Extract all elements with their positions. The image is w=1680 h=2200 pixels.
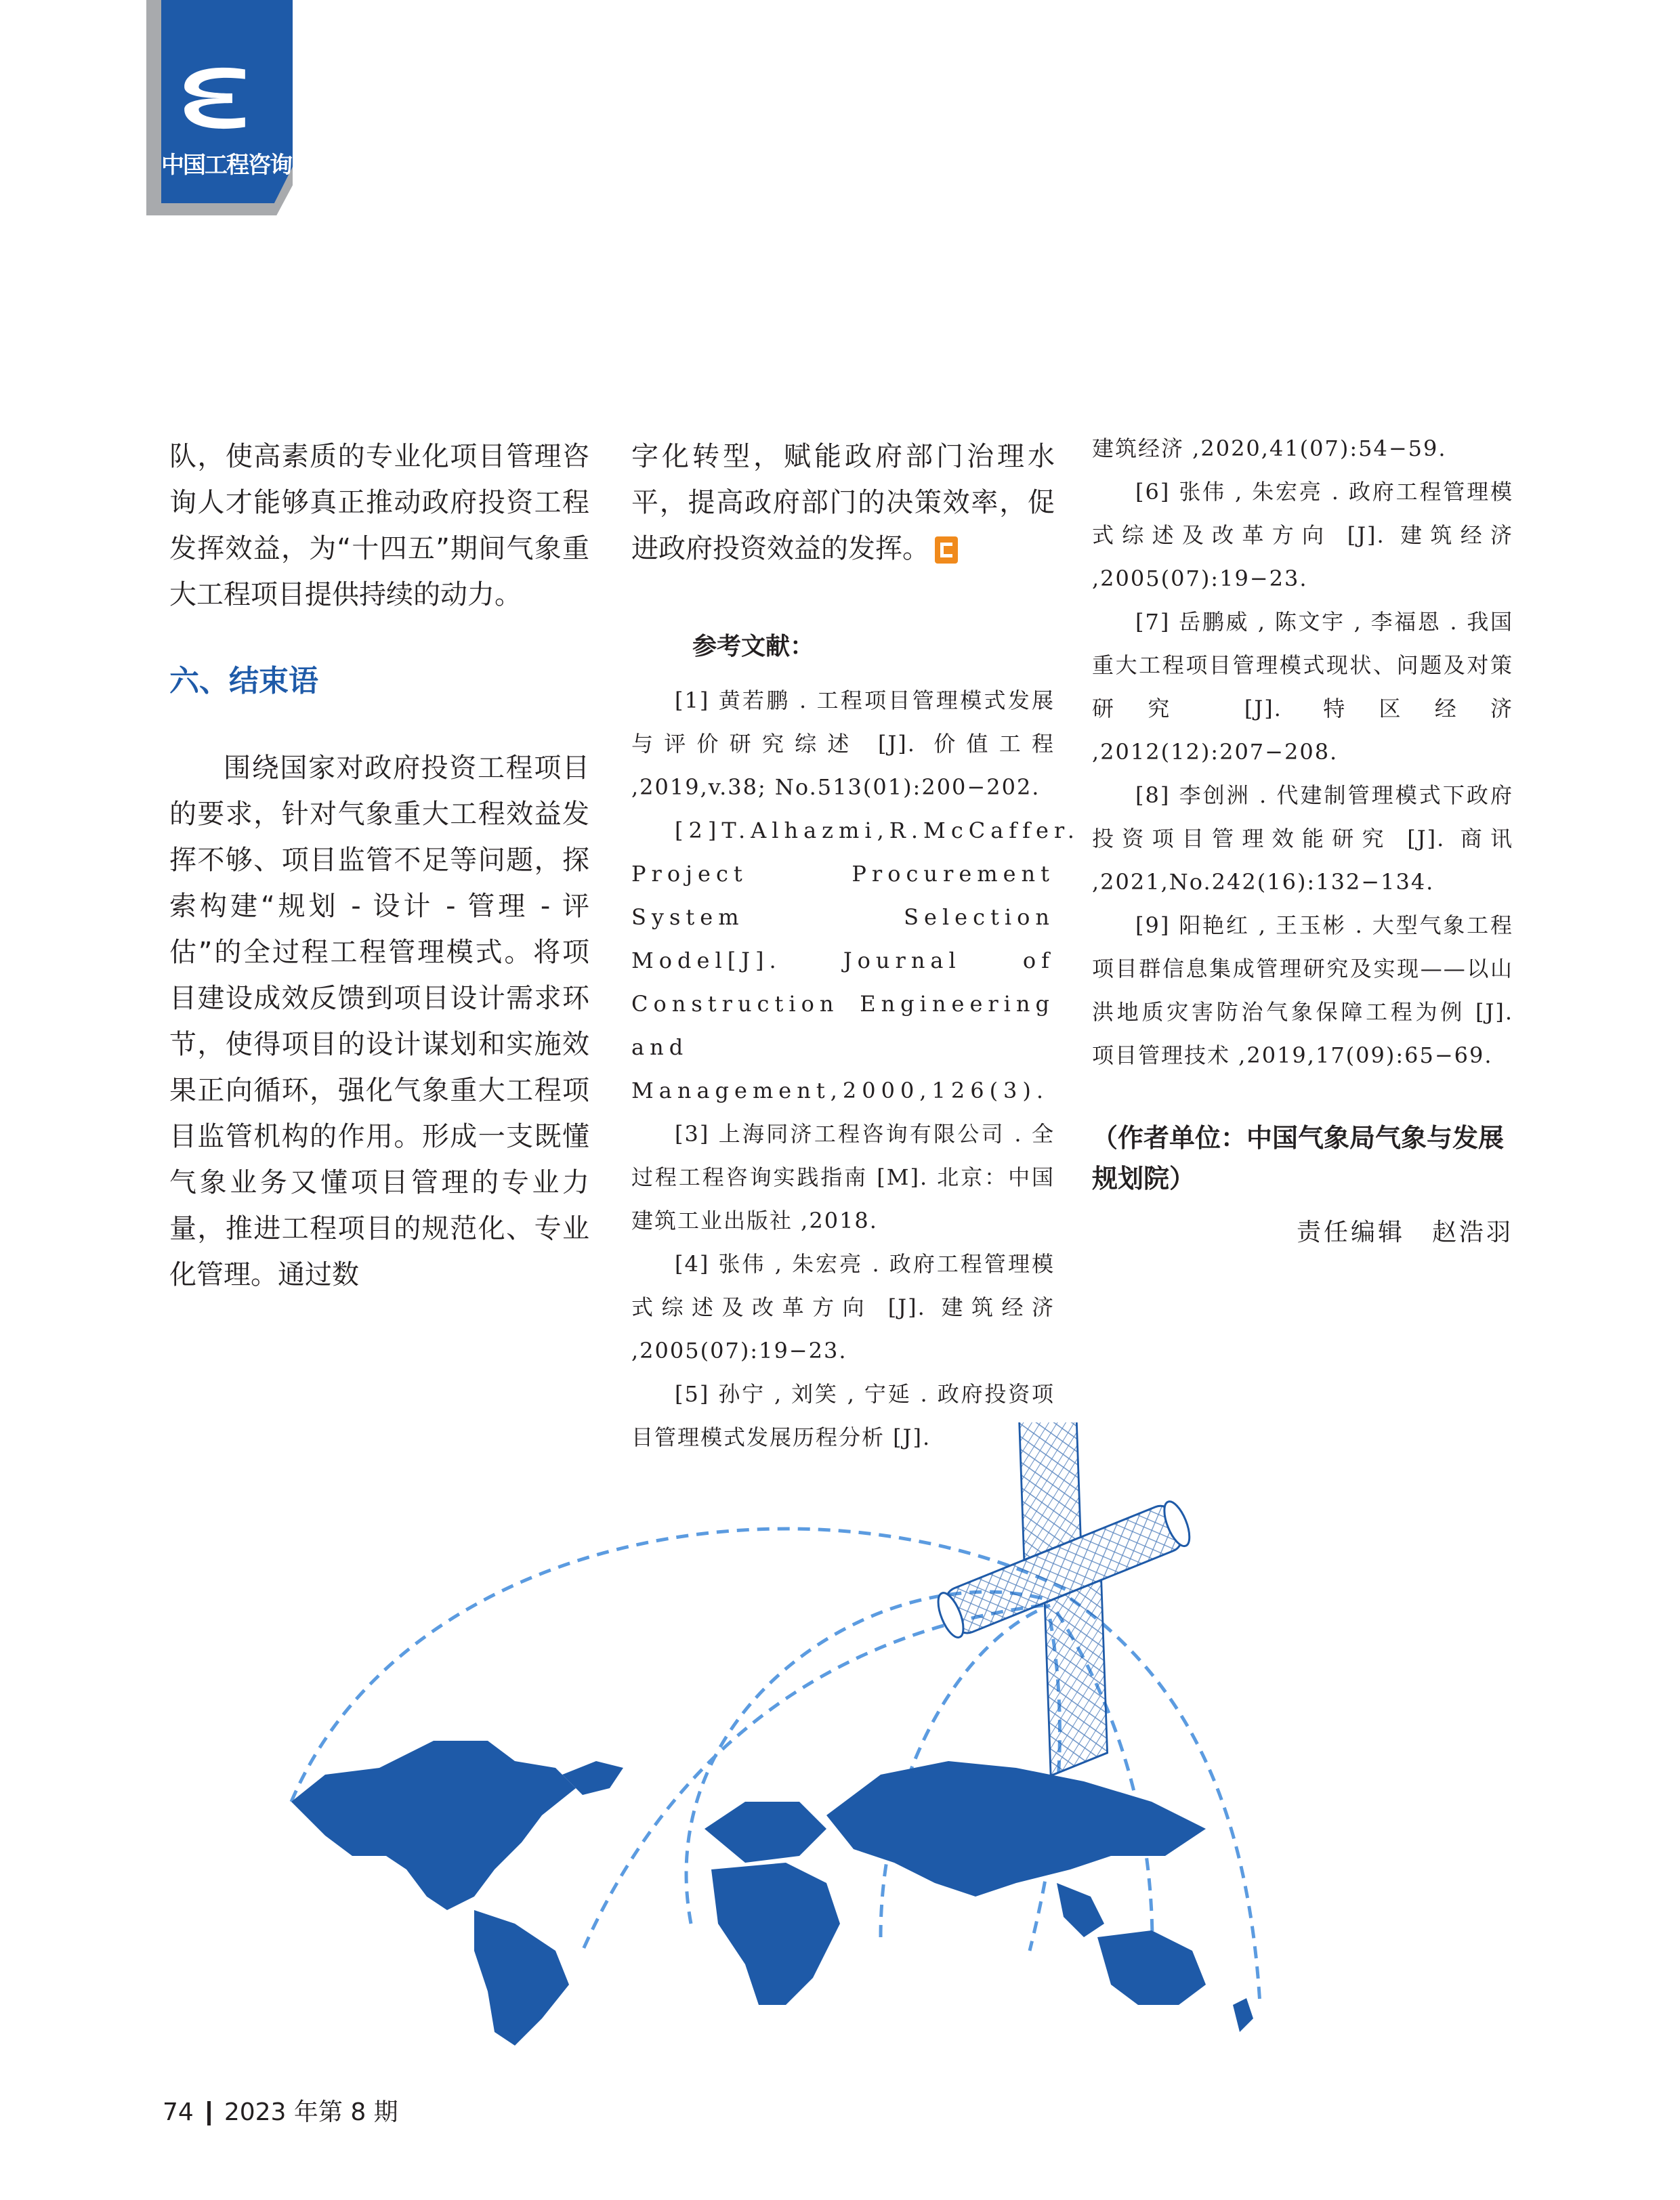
reference-item: [1] 黄若鹏 . 工程项目管理模式发展与评价研究综述 [J]. 价值工程 ,2019,v.38; No.513(01):200−202. [631, 688, 1055, 800]
journal-name: 中国工程咨询 [161, 152, 291, 179]
references-title: 参考文献： [692, 632, 815, 660]
satellite-world-map-icon [271, 1422, 1423, 2046]
world-map [291, 1741, 1253, 2046]
journal-logo-icon [175, 58, 255, 138]
author-unit: （作者单位：中国气象局气象与发展规划院） [1092, 1123, 1505, 1193]
reference-item: [6] 张伟 , 朱宏亮 . 政府工程管理模式综述及改革方向 [J]. 建筑经济 ,2005(07):19−23. [1092, 479, 1513, 591]
body-paragraph: 围绕国家对政府投资工程项目的要求，针对气象重大工程效益发挥不够、项目监管不足等问题，探索构建“规划 - 设计 - 管理 - 评估”的全过程工程管理模式。将项目建设成效反馈到项目设计需求环节，使得项目的设计谋划和实施效果正向循环，强化气象重大工程项目监管机构的作用。形成一支既懂气象业务又懂项目管理的专业力量，推进工程项目的规范化、专业化管理。通过数 [169, 753, 589, 1290]
reference-item: [7] 岳鹏威 , 陈文宇 , 李福恩 . 我国重大工程项目管理模式现状、问题及对策研究 [J]. 特区经济 ,2012(12):207−208. [1092, 609, 1513, 765]
reference-item: [4] 张伟 , 朱宏亮 . 政府工程管理模式综述及改革方向 [J]. 建筑经济 ,2005(07):19−23. [631, 1251, 1055, 1363]
article-end-mark-icon [935, 536, 958, 564]
body-text: 字化转型，赋能政府部门治理水平，提高政府部门的决策效率，促进政府投资效益的发挥。 [631, 441, 1055, 564]
responsible-editor: 责任编辑 赵浩羽 [1296, 1219, 1513, 1246]
reference-item: [8] 李创洲 . 代建制管理模式下政府投资项目管理效能研究 [J]. 商讯 ,2021,No.242(16):132−134. [1092, 782, 1513, 895]
satellite [862, 1422, 1256, 1792]
column-1 [169, 433, 589, 1298]
reference-item: [3] 上海同济工程咨询有限公司 . 全过程工程咨询实践指南 [M]. 北京：中国建筑工业出版社 ,2018. [631, 1121, 1055, 1233]
reference-item: [5] 孙宁 , 刘笑 , 宁延 . 政府投资项目管理模式发展历程分析 [J]. [631, 1381, 1055, 1450]
body-paragraph: 队，使高素质的专业化项目管理咨询人才能够真正推动政府投资工程发挥效益，为“十四五”期间气象重大工程项目提供持续的动力。 [169, 441, 589, 610]
column-2 [631, 433, 1080, 1459]
column-3 [1092, 427, 1513, 1253]
page-footer [163, 2093, 398, 2128]
reference-item: [9] 阳艳红 , 王玉彬 . 大型气象工程项目群信息集成管理研究及实现——以山洪地质灾害防治气象保障工程为例 [J]. 项目管理技术 ,2019,17(09):65−69. [1092, 912, 1513, 1068]
reference-item-continued: 建筑经济 ,2020,41(07):54−59. [1092, 436, 1447, 461]
page-number: 74 [163, 2098, 194, 2126]
reference-item: [2]T.Alhazmi,R.McCaffer. Project Procurement System Selection Model[J]. Journal of Construction Engineering and Management,2000,126(3). [631, 818, 1080, 1103]
footer-divider [207, 2101, 211, 2125]
body-paragraph [631, 433, 1055, 572]
section-title: 六、结束语 [169, 664, 318, 698]
issue-label: 2023 年第 8 期 [224, 2098, 398, 2126]
